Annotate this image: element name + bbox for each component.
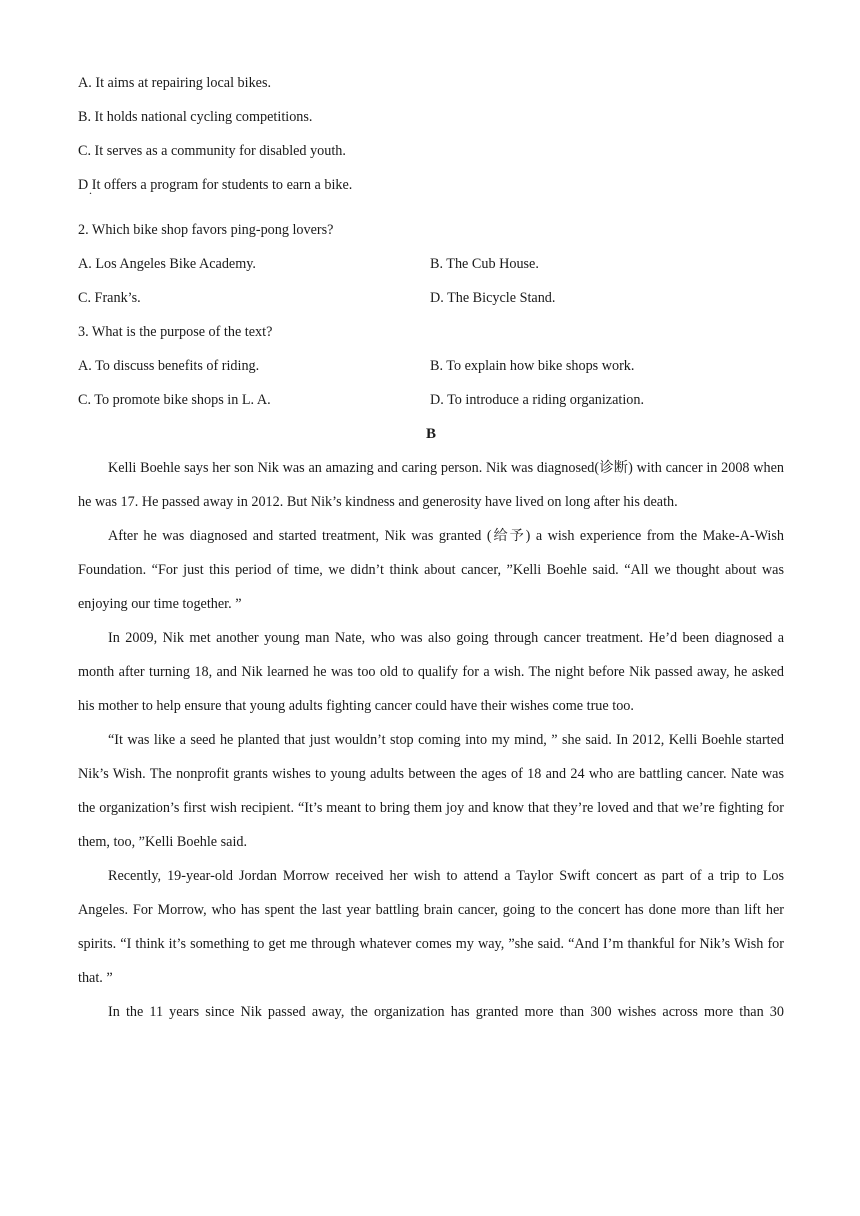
q2-option-a: A. Los Angeles Bike Academy. (78, 256, 256, 272)
question-1-options (78, 0, 784, 202)
q3-options-row-1 (78, 349, 784, 383)
passage-paragraph-2: After he was diagnosed and started treatment, Nik was granted (给予) a wish experience from the Make-A-Wish Foundation. “For just this period of time, we didn’t think about cancer, ”Kelli Boehle said. “All we thought about was enjoying our time together. ” (78, 528, 784, 612)
passage-paragraph-4: “It was like a seed he planted that just wouldn’t stop coming into my mind, ” she said. In 2012, Kelli Boehle started Nik’s Wish. The nonprofit grants wishes to young adults between the ages of 18 and 24 who are battling cancer. Nate was the organization’s first wish recipient. “It’s meant to bring them joy and know that they’re loved and that we’re fighting for them, too, ”Kelli Boehle said. (78, 732, 784, 850)
section-b-title: B (425, 426, 436, 442)
passage-paragraph-1: Kelli Boehle says her son Nik was an amazing and caring person. Nik was diagnosed(诊断) with cancer in 2008 when he was 17. He passed away in 2012. But Nik’s kindness and generosity have lived on long after his death. (78, 460, 784, 510)
q2-stem: 2. Which bike shop favors ping-pong lovers? (78, 222, 334, 238)
q1-option-d-text: It offers a program for students to earn a bike. (91, 177, 353, 193)
section-b-passage (78, 451, 784, 1029)
q3-options-row-2 (78, 383, 784, 417)
q3-option-c: C. To promote bike shops in L. A. (78, 392, 271, 408)
q3-option-a: A. To discuss benefits of riding. (78, 358, 260, 374)
q2-option-c: C. Frank’s. (78, 290, 141, 306)
question-2 (78, 213, 784, 315)
q3-stem: 3. What is the purpose of the text? (78, 324, 273, 340)
q3-option-d: D. To introduce a riding organization. (430, 392, 645, 408)
question-3 (78, 315, 784, 417)
q2-option-b: B. The Cub House. (430, 256, 539, 272)
q2-options-row-1 (78, 247, 784, 281)
passage-paragraph-3: In 2009, Nik met another young man Nate, who was also going through cancer treatment. He’d been diagnosed a month after turning 18, and Nik learned he was too old to qualify for a wish. The night before Nik passed away, he asked his mother to help ensure that young adults fighting cancer could have their wishes come true too. (78, 630, 784, 714)
q1-option-a: A. It aims at repairing local bikes. (78, 75, 272, 91)
passage-paragraph-6: In the 11 years since Nik passed away, the organization has granted more than 300 wishes across more than 30 (108, 1004, 784, 1020)
q1-option-d-letter: D (78, 177, 89, 193)
q2-options-row-2 (78, 281, 784, 315)
q3-option-b: B. To explain how bike shops work. (430, 358, 635, 374)
q1-option-d-dot: . (89, 183, 92, 197)
passage-paragraph-5: Recently, 19-year-old Jordan Morrow received her wish to attend a Taylor Swift concert as part of a trip to Los Angeles. For Morrow, who has spent the last year battling brain cancer, going to the concert has done more than lift her spirits. “I think it’s something to get me through whatever comes my way, ”she said. “And I’m thankful for Nik’s Wish for that. ” (78, 868, 784, 986)
q1-option-b: B. It holds national cycling competitions. (78, 109, 313, 125)
q1-option-c: C. It serves as a community for disabled youth. (78, 143, 346, 159)
q1-option-d (78, 168, 784, 202)
q2-option-d: D. The Bicycle Stand. (430, 290, 556, 306)
